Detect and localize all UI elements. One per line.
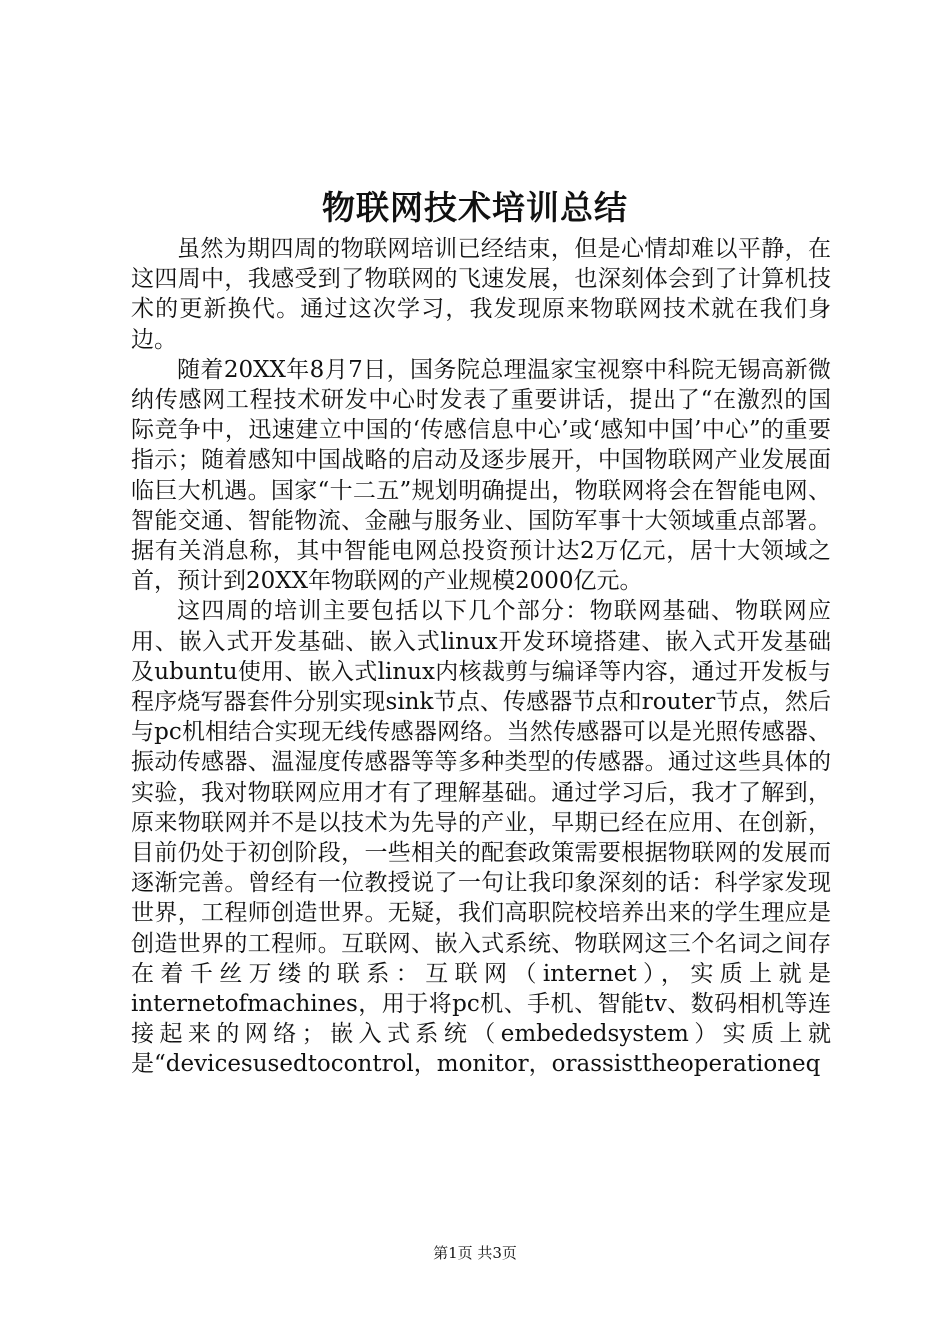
paragraph-1: 虽然为期四周的物联网培训已经结束，但是心情却难以平静，在这四周中，我感受到了物联网的飞速发展，也深刻体会到了计算机技术的更新换代。通过这次学习，我发现原来物联网技术就在我们身边。 <box>131 236 831 353</box>
document-body <box>131 234 831 1080</box>
document-title: 物联网技术培训总结 <box>322 188 628 227</box>
page-number: 第1页 共3页 <box>433 1244 517 1262</box>
paragraph-2: 随着20XX年8月7日，国务院总理温家宝视察中科院无锡高新微纳传感网工程技术研发中心时发表了重要讲话，提出了“在激烈的国际竞争中，迅速建立中国的‘传感信息中心’或‘感知中国’中心”的重要指示；随着感知中国战略的启动及逐步展开，中国物联网产业发展面临巨大机遇。国家“十二五”规划明确提出，物联网将会在智能电网、智能交通、智能物流、金融与服务业、国防军事十大领域重点部署。据有关消息称，其中智能电网总投资预计达2万亿元，居十大领域之首，预计到20XX年物联网的产业规模2000亿元。 <box>131 356 831 595</box>
paragraph-3: 这四周的培训主要包括以下几个部分：物联网基础、物联网应用、嵌入式开发基础、嵌入式linux开发环境搭建、嵌入式开发基础及ubuntu使用、嵌入式linux内核裁剪与编译等内容，通过开发板与程序烧写器套件分别实现sink节点、传感器节点和router节点，然后与pc机相结合实现无线传感器网络。当然传感器可以是光照传感器、振动传感器、温湿度传感器等等多种类型的传感器。通过这些具体的实验，我对物联网应用才有了理解基础。通过学习后，我才了解到，原来物联网并不是以技术为先导的产业，早期已经在应用、在创新，目前仍处于初创阶段，一些相关的配套政策需要根据物联网的发展而逐渐完善。曾经有一位教授说了一句让我印象深刻的话：科学家发现世界，工程师创造世界。无疑，我们高职院校培养出来的学生理应是创造世界的工程师。互联网、嵌入式系统、物联网这三个名词之间存在着千丝万缕的联系：互联网（internet），实质上就是internetofmachines，用于将pc机、手机、智能tv、数码相机等连接起来的网络；嵌入式系统（embededsystem）实质上就是“devicesusedtocontrol，monitor，orassisttheoperationeq <box>131 598 831 1078</box>
